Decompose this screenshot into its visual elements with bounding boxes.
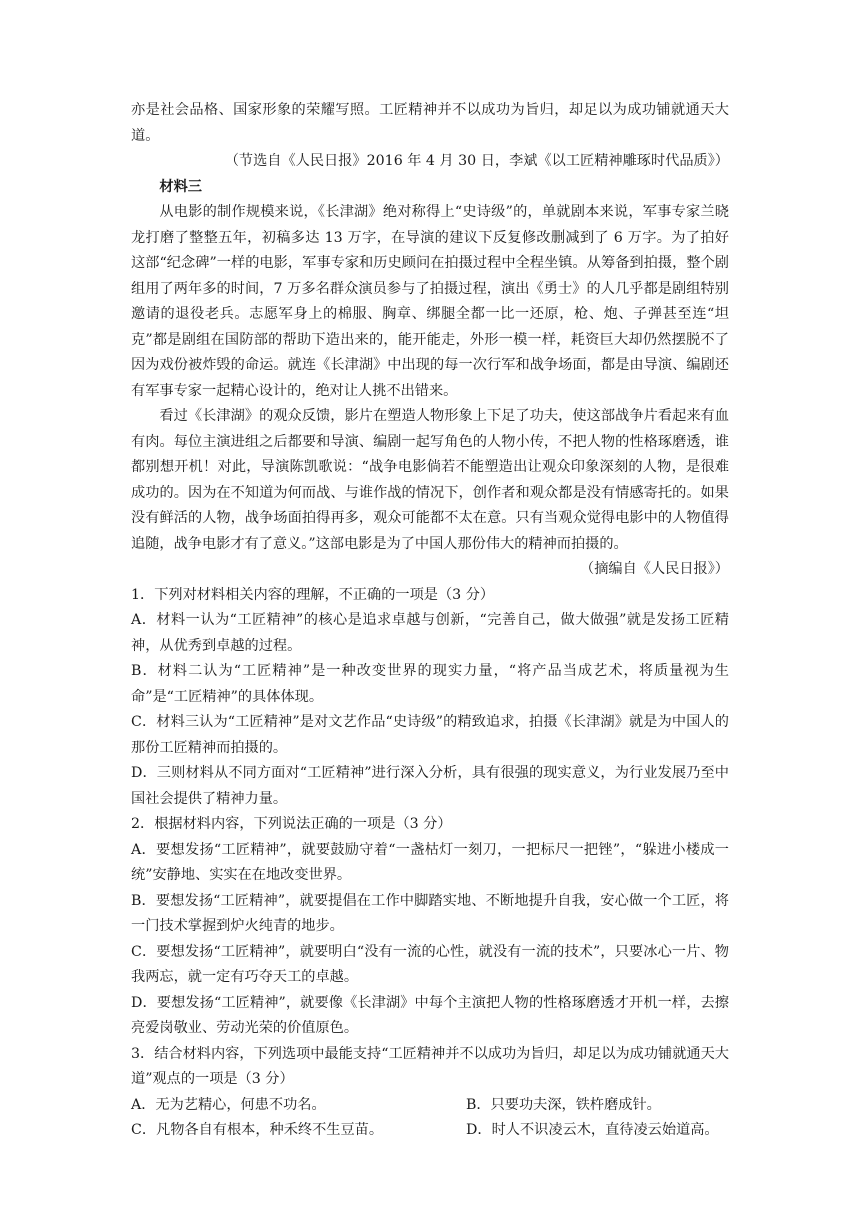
question-1-option-c: C．材料三认为“工匠精神”是对文艺作品“史诗级”的精致追求，拍摄《长津湖》就是为中国人的那份工匠精神而拍摄的。 bbox=[131, 714, 729, 756]
question-1-option-b: B．材料二认为“工匠精神”是一种改变世界的现实力量，“将产品当成艺术，将质量视为生命”是“工匠精神”的具体体现。 bbox=[131, 663, 729, 705]
question-3-option-b: B．只要功夫深，铁杵磨成针。 bbox=[466, 1096, 661, 1113]
material3-heading: 材料三 bbox=[159, 178, 202, 195]
material3-paragraph-1: 从电影的制作规模来说，《长津湖》绝对称得上“史诗级”的，单就剧本来说，军事专家兰晓龙打磨了整整五年，初稿多达 13 万字，在导演的建议下反复修改删减到了 6 万字。为了拍好这部“纪念碑”一样的电影，军事专家和历史顾问在拍摄过程中全程坐镇。从筹备到拍摄，整个剧组用了两年多的时间，7 万多名群众演员参与了拍摄过程，演出《勇士》的人几乎都是剧组特别邀请的退役老兵。志愿军身上的棉服、胸章、绑腿全都一比一还原，枪、炮、子弹甚至连“坦克”都是剧组在国防部的帮助下造出来的，能开能走，外形一模一样，耗资巨大却仍然摆脱不了因为戏份被炸毁的命运。就连《长津湖》中出现的每一次行军和战争场面，都是由导演、编剧还有军事专家一起精心设计的，绝对让人挑不出错来。 bbox=[131, 204, 729, 399]
question-2-option-b: B．要想发扬“工匠精神”，就要提倡在工作中脚踏实地、不断地提升自我，安心做一个工匠，将一门技术掌握到炉火纯青的地步。 bbox=[131, 892, 729, 934]
question-3-option-a: A．无为艺精心，何患不功名。 bbox=[131, 1096, 326, 1113]
question-3-option-c: C．凡物各自有根本，种禾终不生豆苗。 bbox=[131, 1122, 384, 1138]
source-citation-material2: （节选自《人民日报》2016 年 4 月 30 日，李斌《以工匠精神雕琢时代品质》） bbox=[224, 153, 729, 169]
continued-paragraph: 亦是社会品格、国家形象的荣耀写照。工匠精神并不以成功为旨归，却足以为成功铺就通天大道。 bbox=[131, 102, 729, 144]
question-3-stem: 3．结合材料内容，下列选项中最能支持“工匠精神并不以成功为旨归，却足以为成功铺就通天大道”观点的一项是（3 分） bbox=[131, 1045, 729, 1087]
question-1-option-a: A．材料一认为“工匠精神”的核心是追求卓越与创新，“完善自己，做大做强”就是发扬工匠精神，从优秀到卓越的过程。 bbox=[131, 612, 729, 654]
question-2-stem: 2．根据材料内容，下列说法正确的一项是（3 分） bbox=[131, 816, 452, 832]
material3-paragraph-2: 看过《长津湖》的观众反馈，影片在塑造人物形象上下足了功夫，使这部战争片看起来有血有肉。每位主演进组之后都要和导演、编剧一起写角色的人物小传，不把人物的性格琢磨透，谁都别想开机！对此，导演陈凯歌说：“战争电影倘若不能塑造出让观众印象深刻的人物，是很难成功的。因为在不知道为何而战、与谁作战的情况下，创作者和观众都是没有情感寄托的。如果没有鲜活的人物，战争场面拍得再多，观众可能都不太在意。只有当观众觉得电影中的人物值得追随，战争电影才有了意义。”这部电影是为了中国人那份伟大的精神而拍摄的。 bbox=[131, 408, 729, 552]
question-2-option-d: D．要想发扬“工匠精神”，就要像《长津湖》中每个主演把人物的性格琢磨透才开机一样，去擦亮爱岗敬业、劳动光荣的价值原色。 bbox=[131, 994, 729, 1036]
source-citation-material3: （摘编自《人民日报》） bbox=[580, 561, 729, 577]
question-3-option-d: D．时人不识凌云木，直待凌云始道高。 bbox=[466, 1122, 719, 1138]
page-content bbox=[131, 98, 729, 1144]
question-3-options bbox=[131, 1093, 729, 1144]
question-1-stem: 1．下列对材料相关内容的理解，不正确的一项是（3 分） bbox=[131, 586, 495, 603]
question-2-option-c: C．要想发扬“工匠精神”，就要明白“没有一流的心性，就没有一流的技术”，只要冰心一片、物我两忘，就一定有巧夺天工的卓越。 bbox=[131, 943, 729, 985]
question-1-option-d: D．三则材料从不同方面对“工匠精神”进行深入分析，具有很强的现实意义，为行业发展乃至中国社会提供了精神力量。 bbox=[131, 765, 729, 807]
question-2-option-a: A．要想发扬“工匠精神”，就要鼓励守着“一盏枯灯一刻刀，一把标尺一把锉”，“躲进小楼成一统”安静地、实实在在地改变世界。 bbox=[131, 841, 729, 883]
